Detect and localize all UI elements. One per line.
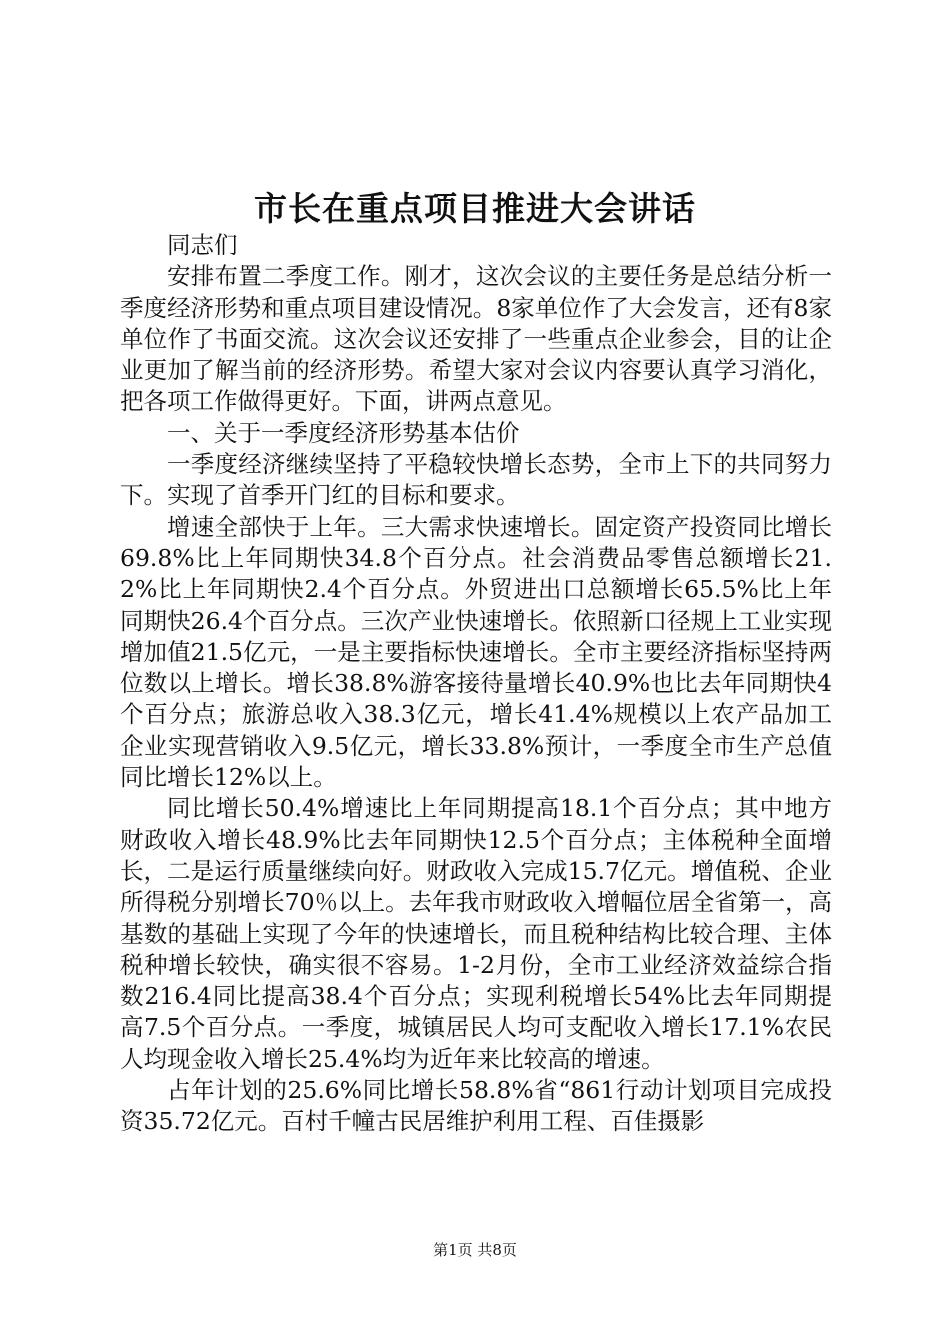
paragraph: 同比增长50.4%增速比上年同期提高18.1个百分点；其中地方财政收入增长48.9%比去年同期快12.5个百分点；主体税种全面增长，二是运行质量继续向好。财政收入完成15.7亿元。增值税、企业所得税分别增长70％以上。去年我市财政收入增幅位居全省第一，高基数的基础上实现了今年的快速增长，而且税种结构比较合理、主体税种增长较快，确实很不容易。1-2月份，全市工业经济效益综合指数216.4同比提高38.4个百分点；实现利税增长54%比去年同期提高7.5个百分点。一季度，城镇居民人均可支配收入增长17.1%农民人均现金收入增长25.4%均为近年来比较高的增速。 (120, 794, 832, 1073)
paragraph: 增速全部快于上年。三大需求快速增长。固定资产投资同比增长69.8%比上年同期快34.8个百分点。社会消费品零售总额增长21.2%比上年同期快2.4个百分点。外贸进出口总额增长65.5%比上年同期快26.4个百分点。三次产业快速增长。依照新口径规上工业实现增加值21.5亿元，一是主要指标快速增长。全市主要经济指标坚持两位数以上增长。增长38.8%游客接待量增长40.9%也比去年同期快4个百分点；旅游总收入38.3亿元，增长41.4%规模以上农产品加工企业实现营销收入9.5亿元，增长33.8%预计，一季度全市生产总值同比增长12%以上。 (120, 512, 832, 792)
salutation: 同志们 (167, 231, 238, 259)
page-title: 市长在重点项目推进大会讲话 (254, 189, 696, 228)
paragraph: 安排布置二季度工作。刚才，这次会议的主要任务是总结分析一季度经济形势和重点项目建设情况。8家单位作了大会发言，还有8家单位作了书面交流。这次会议还安排了一些重点企业参会，目的让企业更加了解当前的经济形势。希望大家对会议内容要认真学习消化，把各项工作做得更好。下面，讲两点意见。 (120, 262, 832, 416)
paragraph: 占年计划的25.6%同比增长58.8%省“861行动计划项目完成投资35.72亿元。百村千幢古民居维护利用工程、百佳摄影 (120, 1076, 832, 1136)
paragraph: 一季度经济继续坚持了平稳较快增长态势，全市上下的共同努力下。实现了首季开门红的目标和要求。 (120, 450, 832, 510)
section-heading: 一、关于一季度经济形势基本估价 (167, 418, 520, 447)
page-number-footer: 第1页 共8页 (433, 1241, 517, 1259)
document-body (120, 230, 832, 1138)
